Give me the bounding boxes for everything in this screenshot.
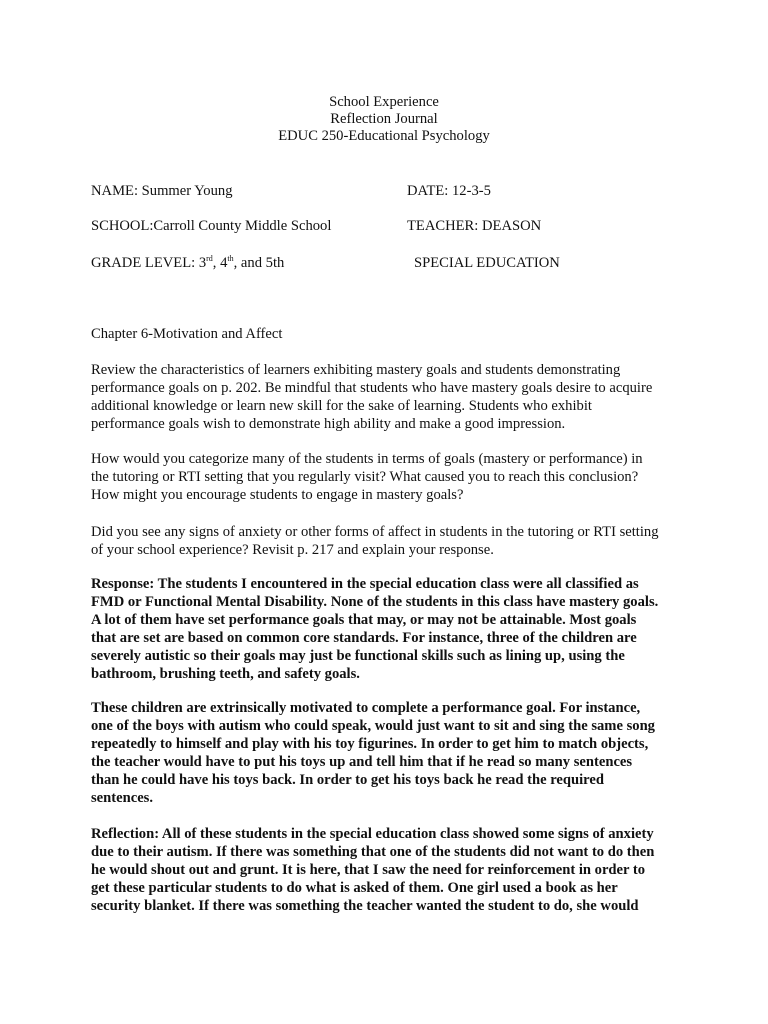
- response-paragraph-2: [91, 699, 691, 807]
- text-line: bathroom, brushing teeth, and safety goals.: [91, 666, 360, 682]
- grade-suffix: , and 5th: [233, 255, 285, 271]
- text-line: repeatedly to himself and play with his toy figurines. In order to get him to match objects,: [91, 736, 649, 752]
- response-paragraph: [91, 575, 691, 683]
- text-line: the teacher would have to put his toys up and tell him that if he read so many sentences: [91, 754, 633, 770]
- reflection-paragraph: [91, 825, 691, 915]
- text-line: Response: The students I encountered in the special education class were all classified as: [91, 576, 639, 592]
- text-line: performance goals on p. 202. Be mindful that students who have mastery goals desire to acquire: [91, 380, 653, 396]
- text-line: of your school experience? Revisit p. 217 and explain your response.: [91, 542, 494, 558]
- chapter-heading: Chapter 6-Motivation and Affect: [91, 326, 283, 342]
- text-line: These children are extrinsically motivated to complete a performance goal. For instance,: [91, 700, 641, 716]
- date-field: DATE: 12-3-5: [407, 183, 491, 199]
- text-line: than he could have his toys back. In order to get his toys back he read the required: [91, 772, 604, 788]
- grade-sup-th: th: [227, 254, 234, 264]
- title-line-1: School Experience: [329, 94, 439, 110]
- grade-prefix: GRADE LEVEL: 3: [91, 255, 207, 271]
- text-line: performance goals wish to demonstrate high ability and make a good impression.: [91, 416, 566, 432]
- teacher-field: TEACHER: DEASON: [407, 218, 542, 234]
- text-line: severely autistic so their goals may just be functional skills such as lining up, using the: [91, 648, 625, 664]
- text-line: additional knowledge or learn new skill for the sake of learning. Students who exhibit: [91, 398, 592, 414]
- name-field: NAME: Summer Young: [91, 183, 233, 199]
- prompt-paragraph-3: [91, 523, 691, 559]
- text-line: How might you encourage students to engage in mastery goals?: [91, 487, 464, 503]
- text-line: A lot of them have set performance goals that may, or may not be attainable. Most goals: [91, 612, 637, 628]
- prompt-paragraph-2: [91, 450, 691, 504]
- text-line: Reflection: All of these students in the special education class showed some signs of anxiety: [91, 826, 654, 842]
- grade-mid: , 4: [212, 255, 228, 271]
- text-line: Review the characteristics of learners exhibiting mastery goals and students demonstrating: [91, 362, 621, 378]
- document-title-block: [0, 94, 768, 145]
- grade-sup-rd: rd: [206, 254, 213, 264]
- text-line: the tutoring or RTI setting that you regularly visit? What caused you to reach this conclusion?: [91, 469, 639, 485]
- text-line: sentences.: [91, 790, 154, 806]
- text-line: How would you categorize many of the students in terms of goals (mastery or performance) in: [91, 451, 643, 467]
- text-line: security blanket. If there was something the teacher wanted the student to do, she would: [91, 898, 639, 914]
- text-line: get these particular students to do what is asked of them. One girl used a book as her: [91, 880, 618, 896]
- text-line: due to their autism. If there was something that one of the students did not want to do then: [91, 844, 655, 860]
- text-line: one of the boys with autism who could speak, would just want to sit and sing the same song: [91, 718, 655, 734]
- program-field: SPECIAL EDUCATION: [414, 255, 560, 271]
- school-field: SCHOOL:Carroll County Middle School: [91, 218, 332, 234]
- text-line: that are set are based on common core standards. For instance, three of the children are: [91, 630, 637, 646]
- text-line: he would shout out and grunt. It is here, that I saw the need for reinforcement in order to: [91, 862, 646, 878]
- title-line-3: EDUC 250-Educational Psychology: [278, 128, 490, 144]
- text-line: FMD or Functional Mental Disability. None of the students in this class have mastery goals.: [91, 594, 659, 610]
- text-line: Did you see any signs of anxiety or other forms of affect in students in the tutoring or RTI setting: [91, 524, 659, 540]
- prompt-paragraph-1: [91, 361, 691, 433]
- title-line-2: Reflection Journal: [330, 111, 438, 127]
- grade-level-field: [91, 255, 284, 272]
